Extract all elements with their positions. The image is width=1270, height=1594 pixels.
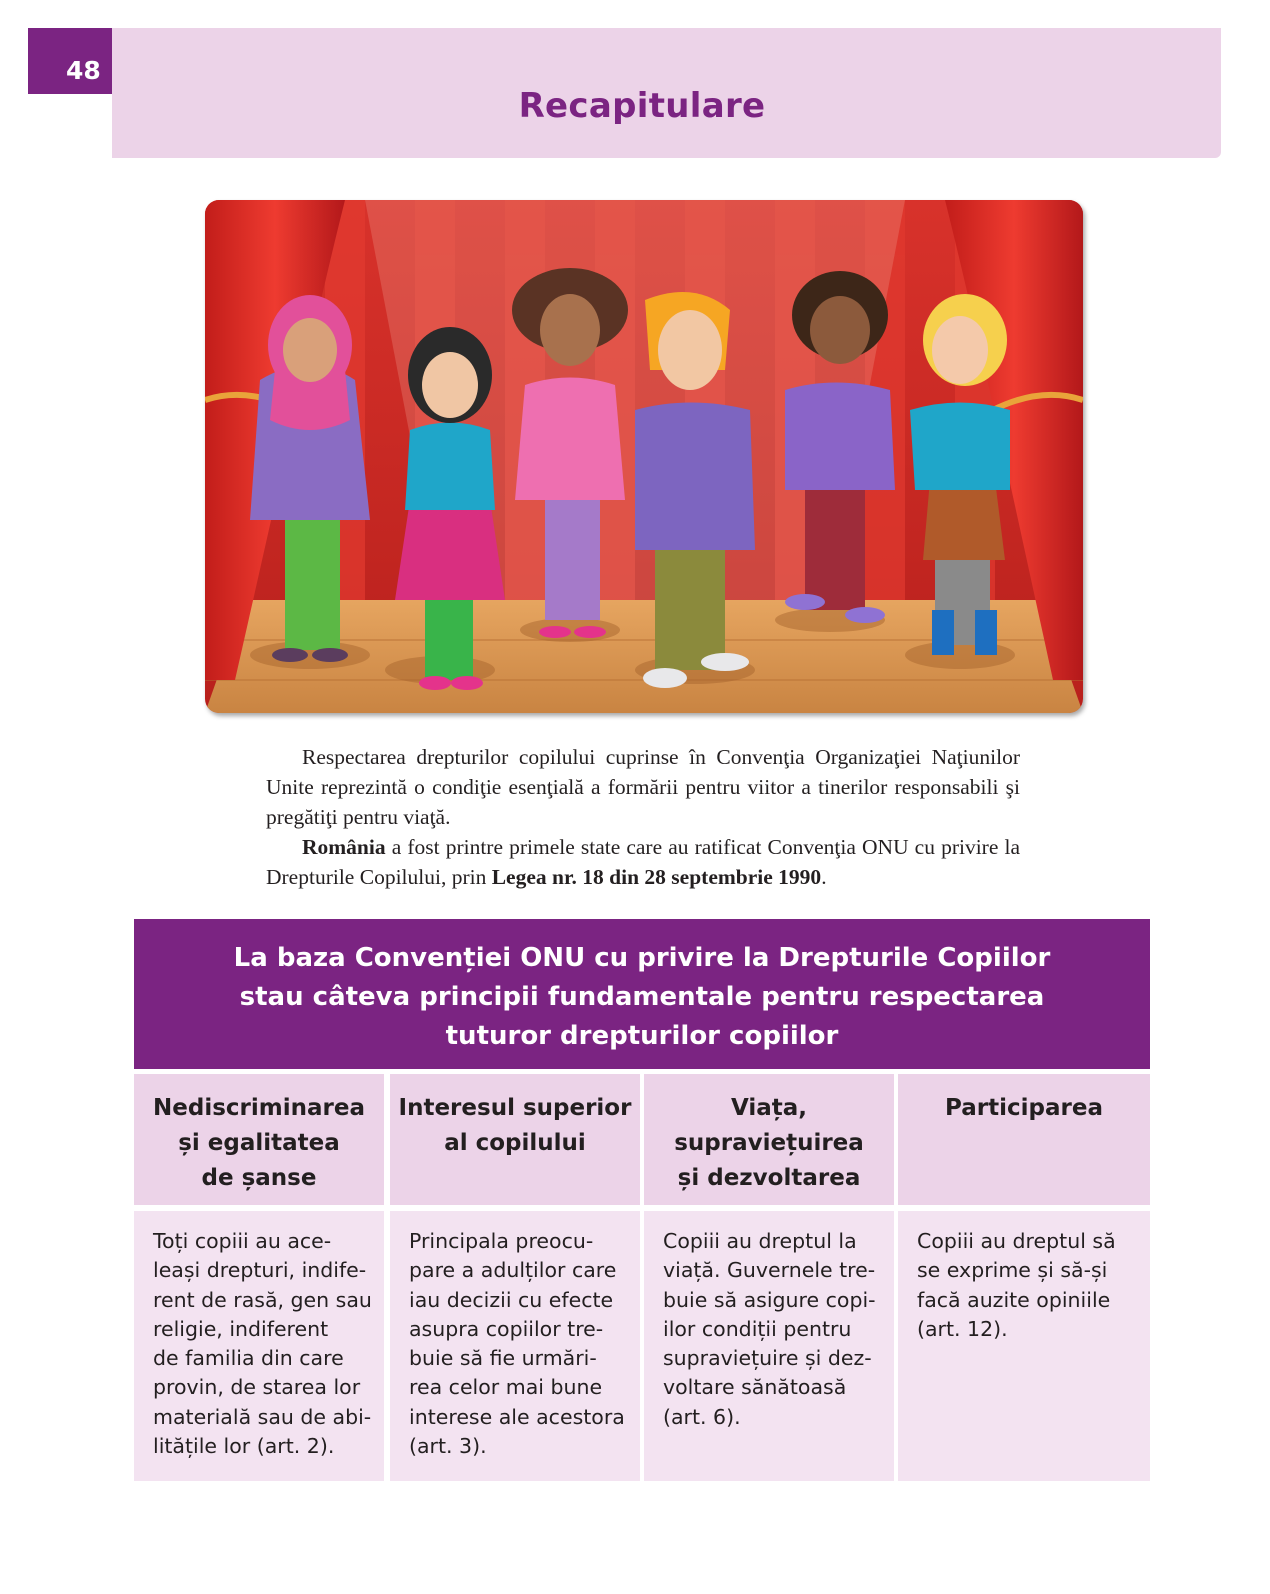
law-reference-bold: Legea nr. 18 din 28 septembrie 1990 [491,865,822,889]
body-line: rent de rasă, gen sau [153,1287,372,1312]
body-line: supraviețuire și dez- [663,1346,872,1371]
heading-line: tuturor drepturilor copiilor [445,1021,839,1051]
body-line: (art. 6). [663,1404,741,1429]
column-title-line: și dezvoltarea [677,1165,861,1191]
column-title-line: și egalitatea [178,1130,340,1156]
column-title-nediscriminare [134,1074,384,1205]
column-title-line: Viața, [730,1095,808,1121]
heading-line: La baza Convenției ONU cu privire la Drepturile Copiilor [233,943,1051,973]
body-line: voltare sănătoasă [663,1375,847,1400]
body-line: Copiii au dreptul să [917,1229,1116,1253]
body-line: materială sau de abi- [153,1404,372,1429]
page-title: Recapitulare [518,86,766,126]
stage-illustration [205,200,1083,713]
body-line: asupra copiilor tre- [409,1316,604,1341]
column-title-line: Nediscriminarea [153,1095,365,1121]
body-line: Principala preocu- [409,1229,594,1253]
column-title-line: al copilului [444,1130,586,1156]
column-title-line: de șanse [201,1165,317,1191]
intro-paragraph-2-end: . [821,865,827,889]
body-line: Copiii au dreptul la [663,1229,857,1253]
body-line: iau decizii cu efecte [409,1287,614,1312]
body-line: viață. Guvernele tre- [663,1258,876,1283]
column-body-viata [644,1211,894,1481]
body-line: facă auzite opiniile [917,1287,1111,1312]
heading-line: stau câteva principii fundamentale pentru respectarea [239,982,1045,1012]
body-line: pare a adulților care [409,1258,617,1283]
column-title-line: Interesul superior [398,1095,632,1121]
body-line: rea celor mai bune [409,1375,603,1400]
intro-paragraph-2-mid: a fost printre primele state care au ratificat Convenţia ONU cu privire la Drepturile Copilului, prin [266,835,1020,889]
page-number: 48 [28,28,112,94]
column-title-participarea [898,1074,1150,1205]
body-line: litățile lor (art. 2). [153,1434,335,1459]
column-title-interes-superior [390,1074,640,1205]
column-body-interes-superior [390,1211,640,1481]
column-body-participarea [898,1211,1150,1481]
intro-paragraph-2 [266,832,1020,892]
principles-table-heading [134,919,1150,1069]
body-line: buie să fie urmări- [409,1346,597,1371]
body-line: se exprime și să-și [917,1258,1108,1283]
body-line: religie, indiferent [153,1316,329,1341]
body-line: buie să asigure copi- [663,1287,876,1312]
body-line: leași drepturi, indife- [153,1258,367,1283]
column-title-line: Participarea [945,1095,1103,1121]
body-line: interese ale acestora [409,1404,625,1429]
column-body-nediscriminare [134,1211,384,1481]
body-line: provin, de starea lor [153,1375,361,1400]
body-line: ilor condiții pentru [663,1316,852,1341]
column-title-viata [644,1074,894,1205]
column-title-line: supraviețuirea [674,1130,864,1156]
romania-bold: România [302,835,386,859]
body-line: Toți copiii au ace- [153,1229,332,1253]
intro-paragraph-1: Respectarea drepturilor copilului cuprinse în Convenţia Organizaţiei Naţiunilor Unite reprezintă o condiţie esenţială a formării pentru viitor a tinerilor responsabili şi pregătiţi pentru viaţă. [266,745,1020,829]
body-line: (art. 3). [409,1434,487,1459]
body-line: de familia din care [153,1346,344,1371]
intro-text [266,742,1020,892]
body-line: (art. 12). [917,1316,1008,1341]
